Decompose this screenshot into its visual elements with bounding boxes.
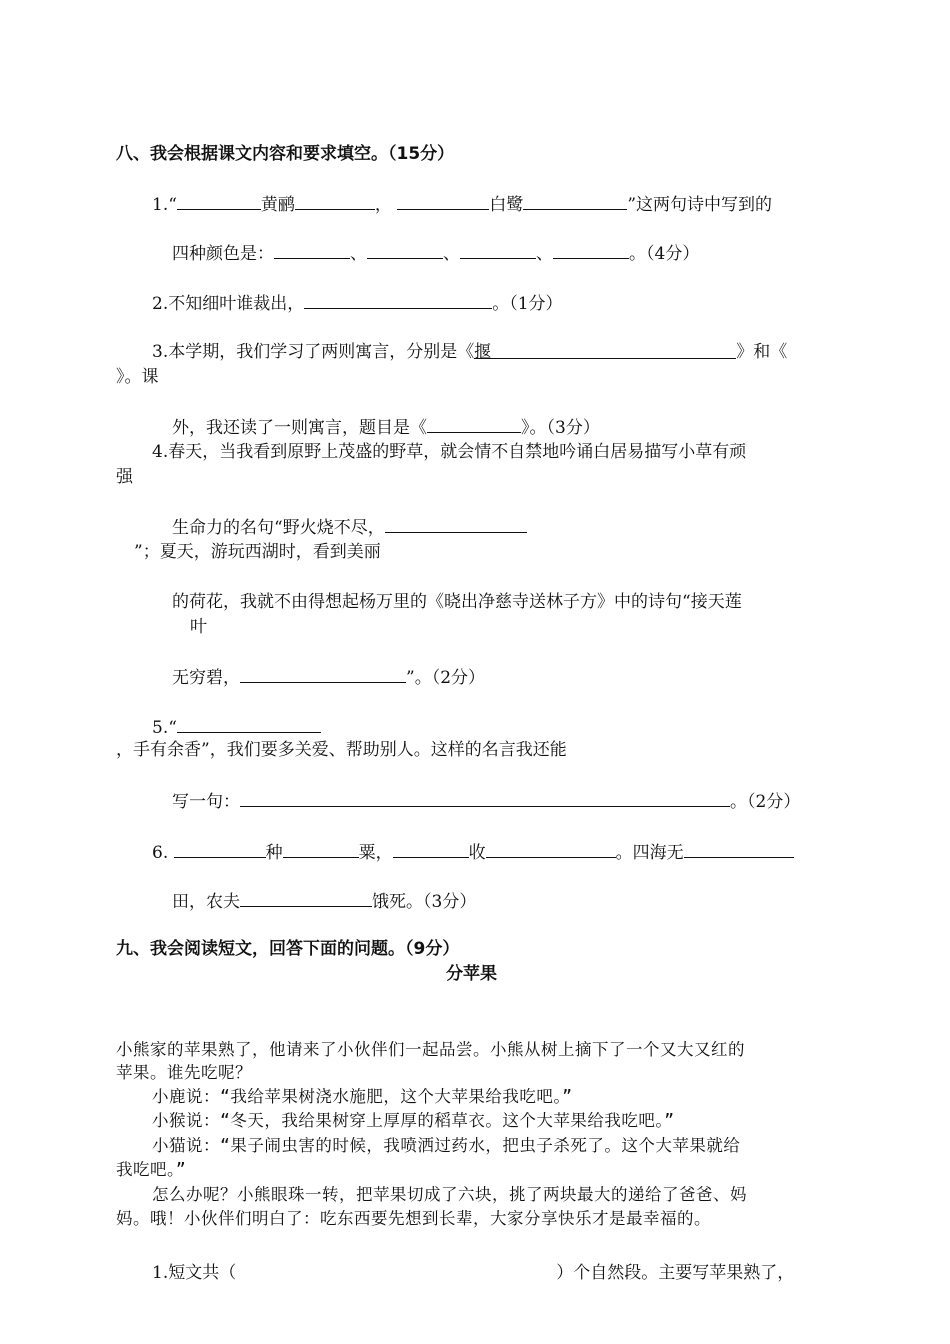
story-paragraph-line: 妈。哦！小伙伴们明白了：吃东西要先想到长辈，大家分享快乐才是最幸福的。 xyxy=(116,1209,711,1228)
blank-poem-3[interactable] xyxy=(397,191,489,210)
blank-poem-2[interactable] xyxy=(295,191,375,210)
story-paragraph-line: 我吃吧。” xyxy=(116,1160,187,1179)
blank-q6-1[interactable] xyxy=(174,839,266,858)
question-4-line-2: 强 xyxy=(116,467,133,487)
blank-lotus-poem[interactable] xyxy=(240,664,406,683)
rq1-text: ）个自然段。主要写苹果熟了， xyxy=(556,1263,795,1283)
question-3-line-2: 》。课 xyxy=(116,367,159,387)
q3-text: 》和《 xyxy=(736,342,788,362)
q1-text: 黄鹂 xyxy=(260,195,295,215)
story-title: 分苹果 xyxy=(446,964,497,984)
blank-color-2[interactable] xyxy=(367,240,443,259)
question-4-line-6: 叶 xyxy=(190,617,207,637)
q3-text: 》。（3分） xyxy=(521,418,600,438)
q2-text: 。（1分） xyxy=(492,294,563,314)
question-5-line-3 xyxy=(172,788,800,814)
question-4-line-3 xyxy=(172,514,527,540)
q6-text: 饿死。（3分） xyxy=(372,892,477,912)
story-paragraph-line: 小鹿说：“我给苹果树浇水施肥，这个大苹果给我吃吧。” xyxy=(152,1087,573,1106)
blank-write-saying[interactable] xyxy=(240,788,730,807)
blank-poem-4[interactable] xyxy=(523,191,627,210)
blank-q6-6[interactable] xyxy=(240,888,372,907)
q2-text: 2.不知细叶谁裁出， xyxy=(152,294,305,314)
q6-text: 粟， xyxy=(358,843,393,863)
blank-proverb[interactable] xyxy=(177,714,321,733)
blank-poem-1[interactable] xyxy=(177,191,261,210)
blank-q6-5[interactable] xyxy=(684,839,794,858)
q1-text: 。（4分） xyxy=(629,244,700,264)
q1-text: ， xyxy=(374,195,392,215)
question-4-line-1: 4.春天，当我看到原野上茂盛的野草，就会情不自禁地吟诵白居易描写小草有顽 xyxy=(152,442,747,462)
q3-text: 外，我还读了一则寓言，题目是《 xyxy=(172,418,427,438)
q4-text: 无穷碧， xyxy=(172,668,240,688)
q1-text: 四种颜色是： xyxy=(172,244,274,264)
q6-text: 。四海无 xyxy=(615,843,684,863)
q6-text: 种 xyxy=(265,843,283,863)
section-8-title: 八、我会根据课文内容和要求填空。（15分） xyxy=(116,144,455,164)
question-4-line-7 xyxy=(172,664,485,690)
question-2 xyxy=(152,290,563,316)
question-3-line-3 xyxy=(172,414,600,440)
story-paragraph-line: 怎么办呢？小熊眼珠一转，把苹果切成了六块，挑了两块最大的递给了爸爸、妈 xyxy=(152,1185,747,1204)
separator: 、 xyxy=(536,244,553,264)
question-6-line-1 xyxy=(152,839,794,865)
story-paragraph-line: 小熊家的苹果熟了，他请来了小伙伴们一起品尝。小熊从树上摘下了一个又大又红的 xyxy=(116,1040,745,1059)
q6-text: 田，农夫 xyxy=(172,892,240,912)
question-6-line-2 xyxy=(172,888,476,914)
blank-color-4[interactable] xyxy=(553,240,629,259)
question-1-line-1 xyxy=(152,191,772,217)
story-paragraph-line: 小猫说：“果子闹虫害的时候，我喷洒过药水，把虫子杀死了。这个大苹果就给 xyxy=(152,1136,741,1155)
story-paragraph-line: 苹果。谁先吃呢？ xyxy=(116,1063,252,1082)
rq1-text: 1.短文共（ xyxy=(152,1263,237,1283)
q5-text: 。（2分） xyxy=(730,792,801,812)
question-3-line-1 xyxy=(152,340,787,364)
q1-text: ”这两句诗中写到的 xyxy=(627,195,773,215)
blank-color-1[interactable] xyxy=(274,240,350,259)
q6-text: 收 xyxy=(468,843,486,863)
separator: 、 xyxy=(350,244,367,264)
q1-text: 白鹭 xyxy=(489,195,524,215)
question-4-line-5: 的荷花，我就不由得想起杨万里的《晓出净慈寺送林子方》中的诗句“接天莲 xyxy=(172,592,742,612)
q5-text: 写一句： xyxy=(172,792,240,812)
q4-text: ”。（2分） xyxy=(406,668,486,688)
q1-label: 1.“ xyxy=(152,195,177,215)
blank-q6-3[interactable] xyxy=(393,839,469,858)
q4-text: 生命力的名句“野火烧不尽， xyxy=(172,518,385,538)
question-1-line-2 xyxy=(172,240,699,266)
q3-text: 3.本学期，我们学习了两则寓言，分别是《 xyxy=(152,342,475,362)
section-9-title: 九、我会阅读短文，回答下面的问题。（9分） xyxy=(116,939,460,959)
question-5-line-1 xyxy=(152,714,321,740)
question-4-line-4: ”；夏天，游玩西湖时，看到美丽 xyxy=(134,542,381,562)
blank-q6-2[interactable] xyxy=(283,839,359,858)
blank-fable-3[interactable] xyxy=(427,414,521,433)
reading-question-1 xyxy=(152,1261,794,1285)
blank-fable-1[interactable] xyxy=(474,340,736,362)
story-paragraph-line: 小猴说：“冬天，我给果树穿上厚厚的稻草衣。这个大苹果给我吃吧。” xyxy=(152,1111,675,1130)
question-5-line-2: ，手有余香”，我们要多关爱、帮助别人。这样的名言我还能 xyxy=(116,740,567,760)
q5-text: 5.“ xyxy=(152,718,177,738)
separator: 、 xyxy=(443,244,460,264)
blank-grass-poem[interactable] xyxy=(385,514,527,533)
q3-char: 揠 xyxy=(474,342,492,362)
blank-color-3[interactable] xyxy=(460,240,536,259)
q6-text: 6. xyxy=(152,843,169,863)
blank-q2[interactable] xyxy=(304,290,492,309)
blank-q6-4[interactable] xyxy=(486,839,616,858)
